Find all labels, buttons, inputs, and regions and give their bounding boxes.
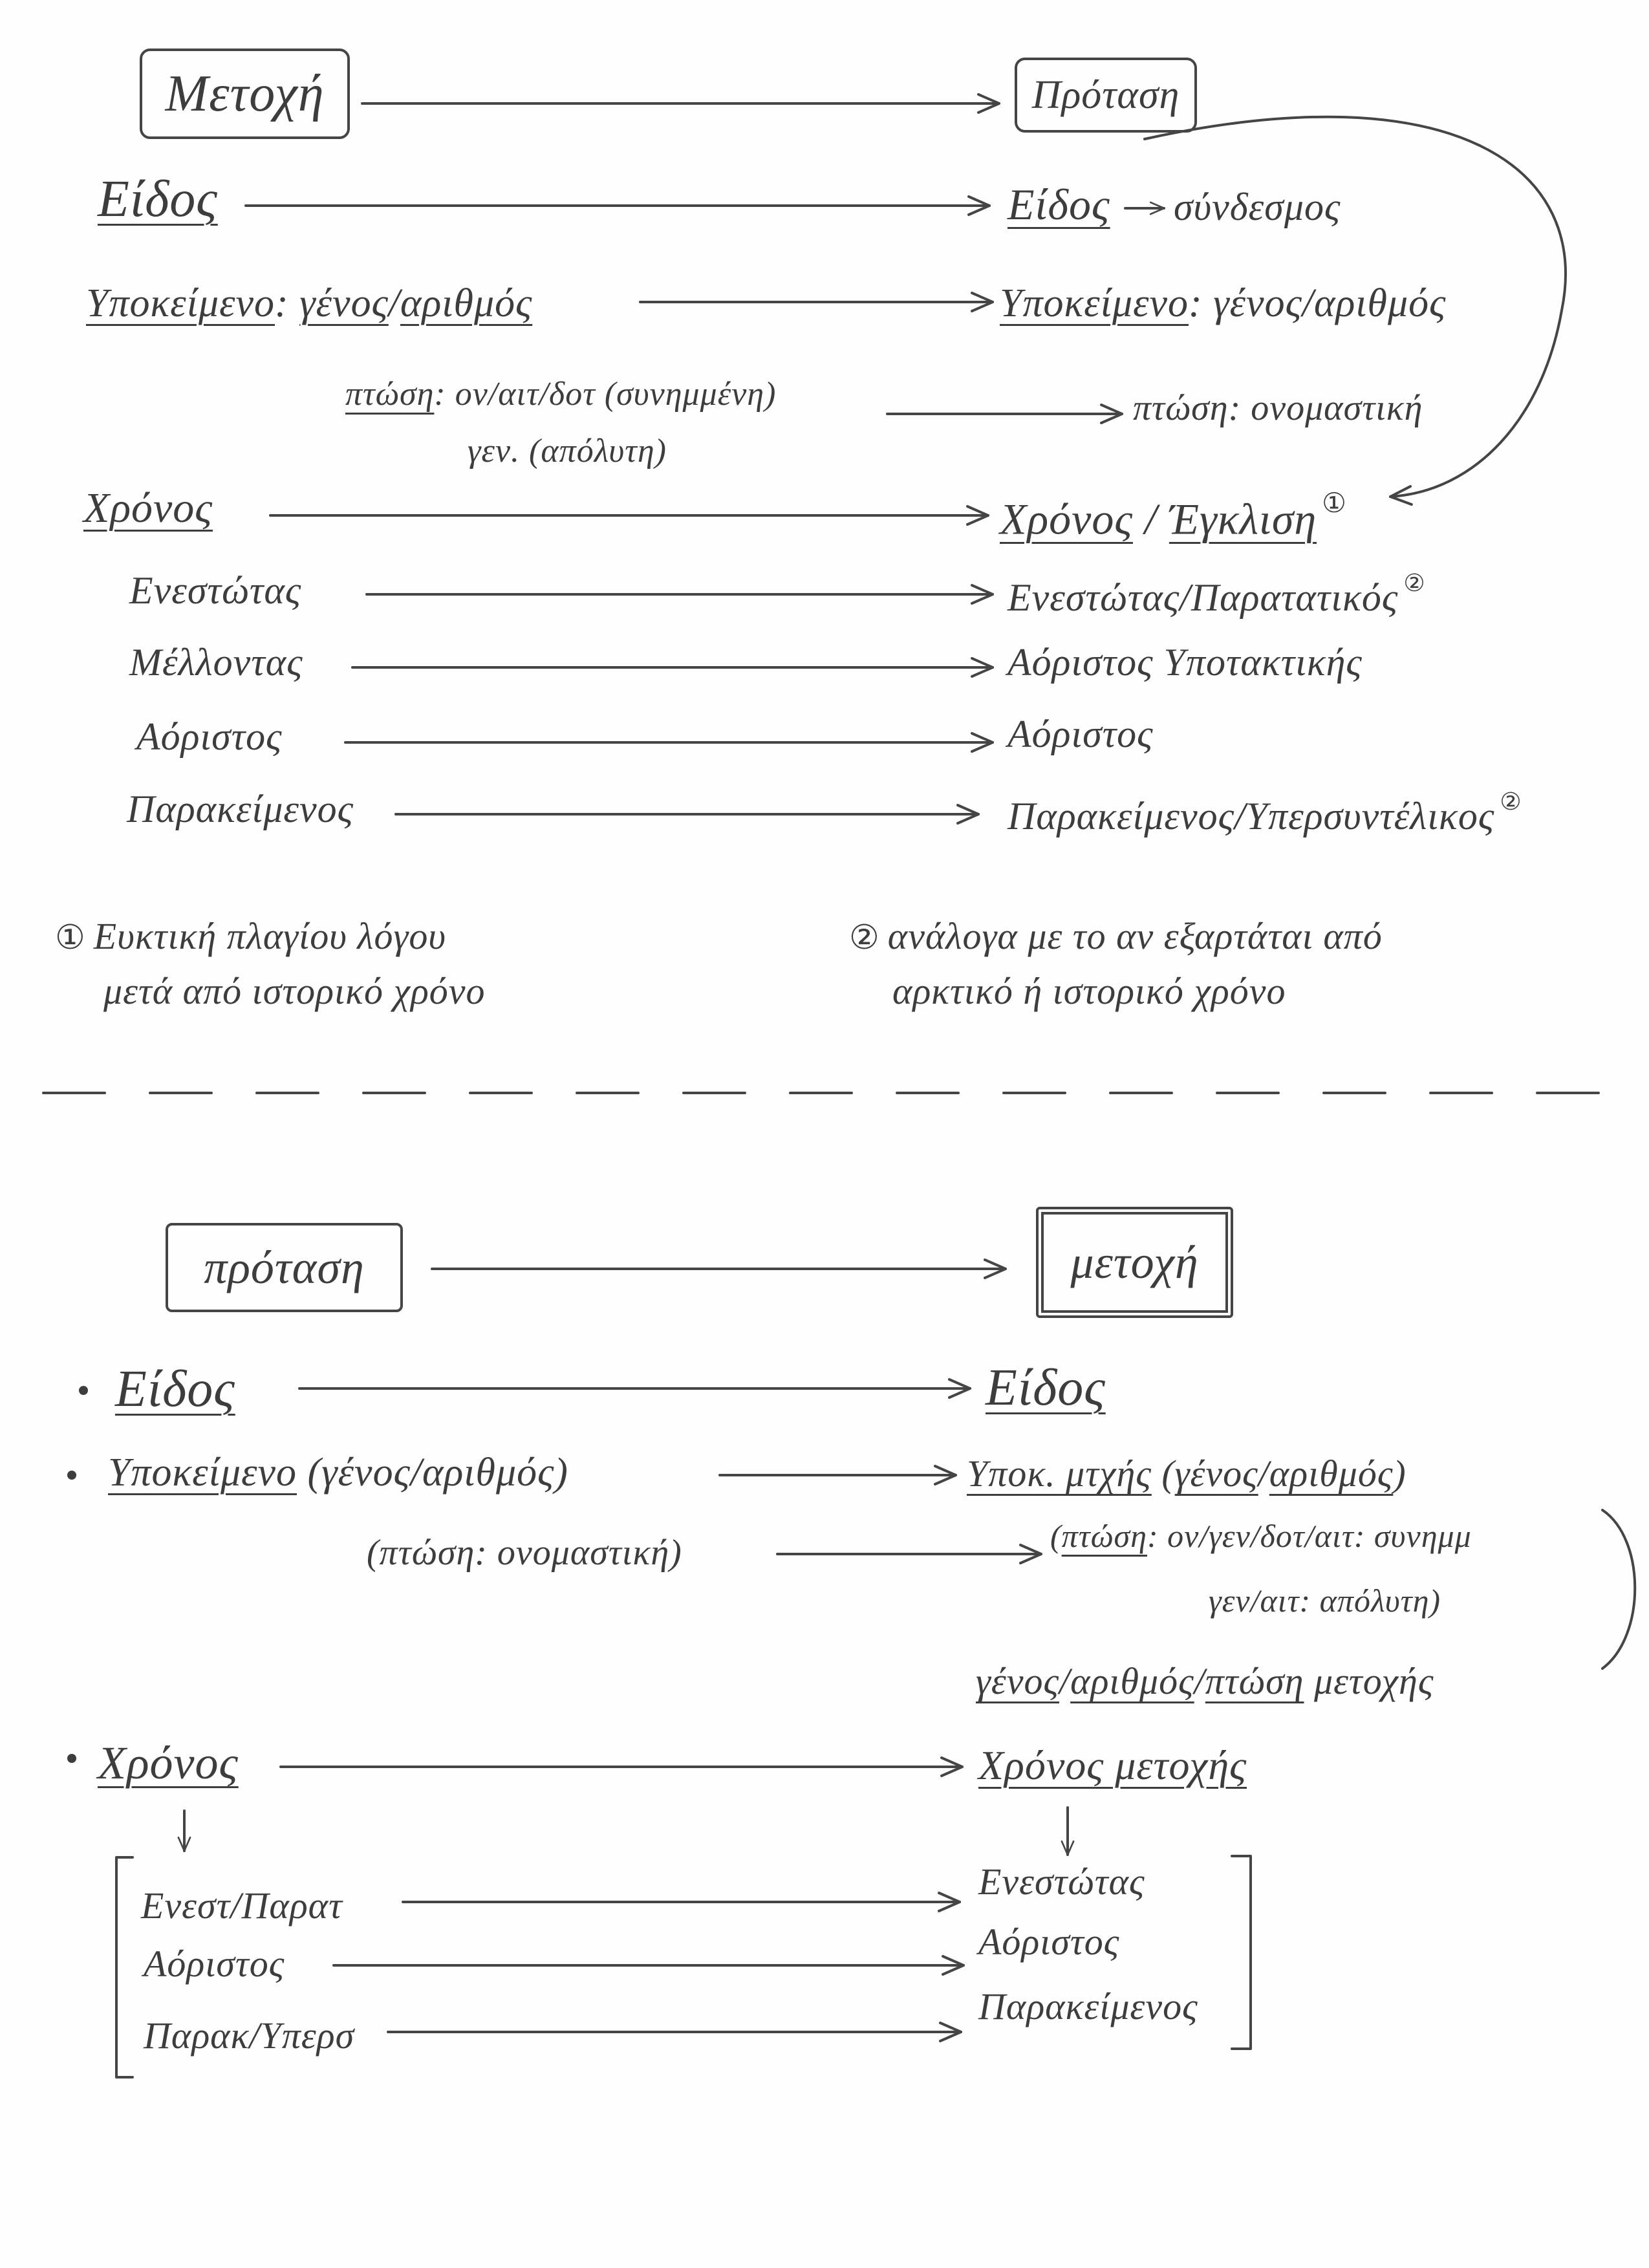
bottom-case-target-open: ( [1050, 1518, 1062, 1554]
bottom-summary-case: πτώση [1205, 1660, 1304, 1702]
top-tense-row-1-source: Ενεστώτας [129, 569, 302, 612]
bottom-subject-source-open: ( [297, 1451, 322, 1495]
top-subject-target-gender: γένος [1213, 281, 1302, 325]
top-tense-row-1-target-label: Ενεστώτας/Παρατατικός [1008, 576, 1399, 619]
footnote-mark-2: ② [1403, 568, 1426, 597]
bottom-target-box-label: μετοχή [1070, 1237, 1199, 1288]
note-2-line2: αρκτικό ή ιστορικό χρόνο [892, 970, 1286, 1012]
bullet-dot [67, 1754, 76, 1763]
bottom-kind-source: Είδος [115, 1361, 235, 1418]
top-subject-target-label: Υποκείμενο [1000, 281, 1189, 325]
top-subject-target-slash: / [1302, 281, 1314, 325]
bottom-summary-gender: γένος [976, 1660, 1059, 1702]
bottom-tense-target: Χρόνος μετοχής [978, 1742, 1247, 1788]
bottom-subject-source-slash: / [410, 1451, 422, 1495]
bottom-subject-target-close: ) [1393, 1453, 1406, 1495]
top-subject-source-gender: γένος [299, 281, 389, 325]
bottom-target-box [1036, 1207, 1233, 1318]
bottom-tense-row-2-target: Αόριστος [978, 1921, 1120, 1963]
bottom-summary-slash-1: / [1059, 1660, 1071, 1702]
bottom-case-target-line2: γεν/αιτ: απόλυτη) [1209, 1582, 1441, 1619]
bottom-subject-target-label: Υποκ. μτχής [967, 1453, 1152, 1495]
top-tense-target-sep: / [1132, 494, 1169, 544]
bottom-tense-row-3-source: Παρακ/Υπερσ [144, 2014, 355, 2057]
bottom-subject-source-label: Υποκείμενο [108, 1451, 297, 1495]
top-source-box [140, 49, 350, 139]
top-subject-target-number: αριθμός [1313, 281, 1447, 325]
bottom-tense-row-1-target: Ενεστώτας [978, 1861, 1145, 1903]
top-tense-row-3-target: Αόριστος [1008, 713, 1154, 755]
bottom-kind-target: Είδος [986, 1359, 1106, 1416]
top-case-source-label: πτώση [345, 376, 435, 413]
bottom-case-summary [976, 1660, 1434, 1702]
bullet-dot [79, 1386, 88, 1395]
top-kind-target: Είδος [1008, 180, 1110, 229]
top-tense-row-4-target [1008, 787, 1522, 837]
top-subject-source [86, 283, 532, 323]
top-tense-row-4-target-label: Παρακείμενος/Υπερσυντέλικος [1008, 794, 1495, 837]
top-case-target: πτώση: ονομαστική [1133, 388, 1423, 428]
bottom-case-target-label: πτώση [1061, 1518, 1147, 1554]
top-target-box [1015, 58, 1197, 133]
bracket-right [1232, 1856, 1251, 2049]
top-source-box-label: Μετοχή [165, 65, 325, 122]
top-tense-source: Χρόνος [83, 484, 213, 532]
note-2-mark: ② [849, 918, 880, 957]
top-tense-row-2-source: Μέλλοντας [129, 641, 303, 684]
bullet-dot [67, 1471, 76, 1480]
top-tense-target-time: Χρόνος [1000, 494, 1133, 544]
bottom-tense-source: Χρόνος [98, 1737, 239, 1789]
bottom-case-source: (πτώση: ονομαστική) [367, 1533, 682, 1573]
top-kind-target-note: σύνδεσμος [1174, 186, 1341, 228]
note-2-text: ανάλογα με το αν εξαρτάται από [887, 915, 1383, 957]
top-subject-source-sep: : [275, 281, 300, 325]
top-tense-row-1-target [1008, 568, 1426, 619]
top-tense-target [1000, 487, 1347, 544]
bottom-subject-target-open: ( [1151, 1453, 1175, 1495]
note-1-line1 [55, 915, 446, 957]
bottom-subject-source-number: αριθμός [422, 1451, 555, 1495]
bottom-source-box [166, 1223, 403, 1312]
top-subject-target [1000, 283, 1446, 323]
top-tense-row-4-source: Παρακείμενος [127, 788, 354, 830]
note-1-text: Ευκτική πλαγίου λόγου [93, 915, 446, 957]
top-tense-target-mood: Έγκλιση [1169, 494, 1317, 544]
top-subject-source-label: Υποκείμενο [86, 281, 275, 325]
bottom-case-target-values: : ον/γεν/δοτ/αιτ: συνημμ [1147, 1518, 1472, 1554]
bracket-left [116, 1857, 133, 2077]
top-subject-source-number: αριθμός [400, 281, 533, 325]
top-tense-row-3-source: Αόριστος [136, 715, 283, 758]
closing-paren-case-group [1602, 1510, 1635, 1669]
top-target-box-label: Πρόταση [1031, 73, 1180, 117]
footnote-mark-1: ① [1322, 487, 1347, 519]
top-case-source-line2: γεν. (απόλυτη) [468, 433, 667, 470]
bottom-subject-target-gender: γένος [1174, 1453, 1258, 1495]
note-2-line1 [849, 915, 1383, 957]
bottom-tense-row-2-source: Αόριστος [144, 1943, 285, 1985]
bottom-subject-source-close: ) [554, 1451, 568, 1495]
bottom-subject-target-number: αριθμός [1269, 1453, 1394, 1495]
bottom-tense-row-1-source: Ενεστ/Παρατ [141, 1885, 343, 1927]
bottom-summary-number: αριθμός [1070, 1660, 1194, 1702]
bottom-summary-participle: μετοχής [1304, 1660, 1434, 1702]
bottom-subject-target [967, 1455, 1406, 1493]
bottom-subject-source [108, 1453, 568, 1493]
top-tense-row-2-target: Αόριστος Υποτακτικής [1008, 641, 1363, 684]
bottom-case-target-line1 [1050, 1520, 1472, 1552]
note-1-line2: μετά από ιστορικό χρόνο [103, 970, 486, 1012]
top-subject-target-sep: : [1189, 281, 1214, 325]
bottom-tense-row-3-target: Παρακείμενος [978, 1985, 1198, 2027]
bottom-summary-slash-2: / [1194, 1660, 1205, 1702]
bottom-subject-target-slash: / [1258, 1453, 1269, 1495]
top-case-source-line1 [345, 378, 776, 411]
top-case-source-values: : ον/αιτ/δοτ (συνημμένη) [434, 376, 777, 413]
note-1-mark: ① [55, 918, 86, 957]
footnote-mark-2: ② [1500, 787, 1522, 815]
bottom-source-box-label: πρόταση [204, 1242, 365, 1293]
bottom-subject-source-gender: γένος [321, 1451, 411, 1495]
top-subject-source-slash: / [388, 281, 400, 325]
top-kind-source: Είδος [98, 171, 218, 228]
